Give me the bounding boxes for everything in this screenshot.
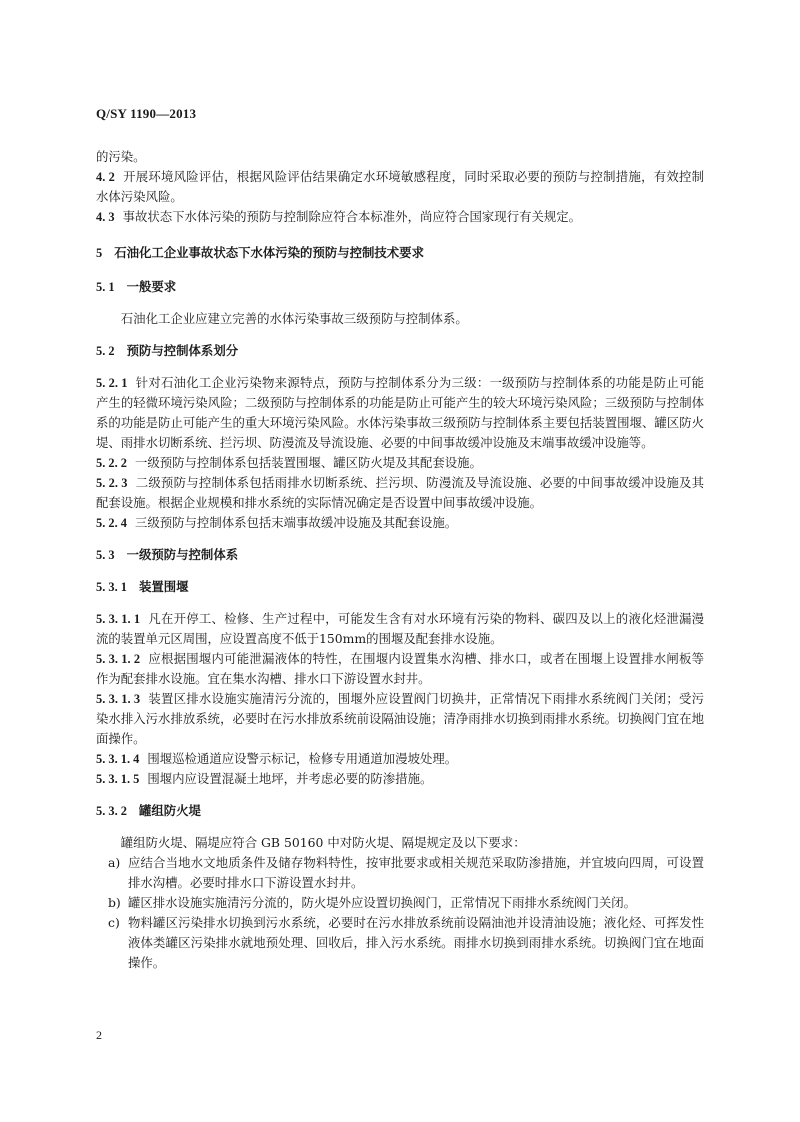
list-item-text: 物料罐区污染排水切换到污水系统，必要时在污水排放系统前设隔油池并设清油设施；液化烃、可挥发性液体类罐区污染排水就地预处理、回收后，排入污水系统。雨排水切换到雨排水系统。切换阀门宜在地面操作。 [128,915,704,970]
clause-number: 5. 2. 2 [96,456,127,470]
clause-5-3-1-5 [96,769,704,789]
section-5-3-2-heading [96,801,704,821]
clause-5-3-1-4 [96,749,704,769]
clause-text: 针对石油化工企业污染物来源特点，预防与控制体系分为三级：一级预防与控制体系的功能是防止可能产生的轻微环境污染风险；二级预防与控制体系的功能是防止可能产生的较大环境污染风险；三级预防与控制体系的功能是防止可能产生的重大环境污染风险。水体污染事故三级预防与控制体系主要包括装置围堰、罐区防火堤、雨排水切断系统、拦污坝、防漫流及导流设施、必要的中间事故缓冲设施及末端事故缓冲设施等。 [96,375,704,450]
clause-5-3-1-3 [96,689,704,749]
section-5-2-heading [96,341,704,361]
section-number: 5 [96,246,103,260]
clause-5-2-1 [96,373,704,453]
page-number: 2 [96,1028,102,1042]
clause-text: 应根据围堰内可能泄漏液体的特性，在围堰内设置集水沟槽、排水口，或者在围堰上设置排水闸板等作为配套排水设施。宜在集水沟槽、排水口下游设置水封井。 [96,651,705,686]
list-marker: c) [108,915,120,930]
clause-5-2-3 [96,473,704,513]
clause-text: 装置区排水设施实施清污分流的，围堰外应设置阀门切换井，正常情况下雨排水系统阀门关闭；受污染水排入污水排放系统，必要时在污水排放系统前设隔油设施；清净雨排水切换到雨排水系统。切换阀门宜在地面操作。 [96,691,705,746]
clause-text: 围堰内应设置混凝土地坪，并考虑必要的防渗措施。 [147,771,433,786]
section-5-3-1-heading [96,577,704,597]
section-5-heading [96,243,704,263]
clause-text: 开展环境风险评估，根据风险评估结果确定水环境敏感程度，同时采取必要的预防与控制措施，有效控制水体污染风险。 [96,169,705,204]
clause-text: 二级预防与控制体系包括雨排水切断系统、拦污坝、防漫流及导流设施、必要的中间事故缓冲设施及其配套设施。根据企业规模和排水系统的实际情况确定是否设置中间事故缓冲设施。 [96,475,704,510]
list-item-b [96,893,704,913]
clause-number: 5. 3. 1. 3 [96,692,141,706]
section-title: 装置围堰 [138,579,189,594]
clause-number: 5. 3. 1. 4 [96,752,140,766]
section-title: 一般要求 [126,279,177,294]
clause-number: 4. 2 [96,170,115,184]
clause-text: 三级预防与控制体系包括末端事故缓冲设施及其配套设施。 [134,515,458,530]
clause-number: 4. 3 [96,210,115,224]
section-number: 5. 3. 2 [96,804,127,818]
list-item-c [96,913,704,973]
clause-number: 5. 3. 1. 1 [96,612,141,626]
clause-5-3-1-2 [96,649,704,689]
section-number: 5. 2 [96,344,115,358]
clause-number: 5. 3. 1. 5 [96,772,140,786]
list-marker: b) [108,895,121,910]
clause-text: 事故状态下水体污染的预防与控制除应符合本标准外，尚应符合国家现行有关规定。 [122,209,582,224]
document-code: Q/SY 1190—2013 [96,106,197,121]
clause-number: 5. 2. 4 [96,516,127,530]
clause-4-2 [96,167,704,207]
clause-number: 5. 2. 3 [96,476,128,490]
clause-text: 一级预防与控制体系包括装置围堰、罐区防火堤及其配套设施。 [134,455,482,470]
section-title: 一级预防与控制体系 [126,547,239,562]
clause-5-2-2 [96,453,704,473]
list-item-a [96,853,704,893]
section-title: 预防与控制体系划分 [126,343,239,358]
clause-text: 围堰巡检通道应设警示标记，检修专用通道加漫坡处理。 [147,751,458,766]
list-marker: a) [108,855,121,870]
section-title: 石油化工企业事故状态下水体污染的预防与控制技术要求 [114,245,424,260]
clause-text: 凡在开停工、检修、生产过程中，可能发生含有对水环境有污染的物料、碳四及以上的液化烃泄漏漫流的装置单元区周围，应设置高度不低于150mm的围堰及配套排水设施。 [96,611,705,646]
section-number: 5. 3 [96,548,115,562]
clause-number: 5. 2. 1 [96,376,128,390]
clause-5-1-text: 石油化工企业应建立完善的水体污染事故三级预防与控制体系。 [120,311,468,326]
section-5-1-heading [96,277,704,297]
paragraph-continuation: 的污染。 [96,149,146,164]
clause-5-3-1-1 [96,609,704,649]
document-body [96,147,704,973]
section-5-3-heading [96,545,704,565]
clause-5-2-4 [96,513,704,533]
list-item-text: 罐区排水设施实施清污分流的，防火堤外应设置切换阀门，正常情况下雨排水系统阀门关闭。 [128,895,637,910]
list-item-text: 应结合当地水文地质条件及储存物料特性，按审批要求或相关规范采取防渗措施，并宜坡向四周，可设置排水沟槽。必要时排水口下游设置水封井。 [128,855,704,890]
clause-4-3 [96,207,704,227]
section-number: 5. 1 [96,280,115,294]
clause-5-3-2-text: 罐组防火堤、隔堤应符合 GB 50160 中对防火堤、隔堤规定及以下要求： [120,835,526,850]
section-title: 罐组防火堤 [138,803,201,818]
clause-number: 5. 3. 1. 2 [96,652,141,666]
section-number: 5. 3. 1 [96,580,127,594]
